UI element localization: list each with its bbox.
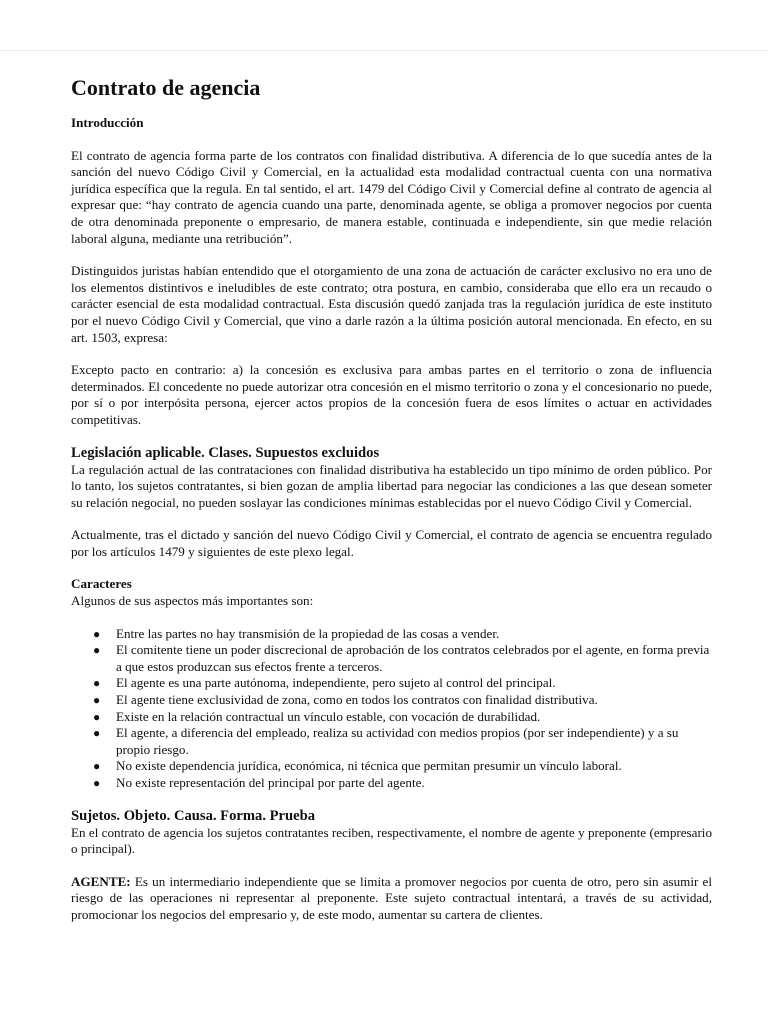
list-item: ● Existe en la relación contractual un vínculo estable, con vocación de durabilidad. [93, 708, 541, 724]
paragraph-caracteres-intro: Algunos de sus aspectos más importantes son: [71, 593, 314, 609]
list-item: ● No existe dependencia jurídica, económica, ni técnica que permitan presumir un vínculo laboral. [93, 758, 622, 774]
list-item: ● No existe representación del principal por parte del agente. [93, 775, 425, 790]
document-title: Contrato de agencia [71, 75, 261, 100]
bullet-icon: ● [93, 643, 101, 658]
bullet-icon: ● [93, 759, 101, 774]
agente-text: Es un intermediario independiente que se limita a promover negocios por cuenta de otro, pero sin asumir el riesgo de las operaciones ni representar al preponente. Este sujeto contractual intentará, a través de su actividad, promocionar los negocios del empresario y, de este modo, aumentar su cartera de clientes. [71, 873, 712, 922]
document-page [71, 50, 712, 924]
paragraph-legislacion-1: La regulación actual de las contrataciones con finalidad distributiva ha establecido un tipo mínimo de orden público. Por lo tanto, los sujetos contratantes, si bien gozan de amplia libertad para negociar las condiciones a las que desean someter su relación negocial, no pueden soslayar las condiciones mínimas establecidas por el nuevo Código Civil y Comercial. [71, 461, 712, 510]
agente-label: AGENTE: [71, 873, 131, 889]
heading-sujetos: Sujetos. Objeto. Causa. Forma. Prueba [71, 807, 316, 824]
paragraph-legislacion-2: Actualmente, tras el dictado y sanción del nuevo Código Civil y Comercial, el contrato de agencia se encuentra regulado por los artículos 1479 y siguientes de este plexo legal. [71, 527, 712, 559]
heading-caracteres: Caracteres [71, 576, 132, 592]
caracteres-list [71, 626, 712, 792]
top-bar [0, 0, 768, 51]
list-item: ● El comitente tiene un poder discrecional de aprobación de los contratos celebrados por el agente, en forma previa a que estos produzcan sus efectos frente a terceros. [93, 642, 710, 674]
paragraph-sujetos-1: En el contrato de agencia los sujetos contratantes reciben, respectivamente, el nombre de agente y preponente (empresario o principal). [71, 824, 712, 857]
list-item: ● El agente es una parte autónoma, independiente, pero sujeto al control del principal. [93, 675, 556, 691]
paragraph-intro-2: Distinguidos juristas habían entendido que el otorgamiento de una zona de actuación de carácter exclusivo no era uno de los elementos distintivos e ineludibles de este contrato; otra postura, en cambio, consideraba que ello era un recaudo o carácter esencial de esta modalidad contractual. Esta discusión quedó zanjada tras la regulación jurídica de este instituto por el nuevo Código Civil y Comercial, que vino a darle razón a la última posición autoral mencionada. En efecto, en su art. 1503, expresa: [71, 263, 712, 345]
list-item: ● El agente tiene exclusividad de zona, como en todos los contratos con finalidad distributiva. [93, 692, 598, 708]
bullet-icon: ● [93, 626, 101, 641]
bullet-icon: ● [93, 693, 101, 708]
heading-introduccion: Introducción [71, 115, 144, 130]
paragraph-agente [71, 874, 712, 924]
heading-legislacion: Legislación aplicable. Clases. Supuestos excluidos [71, 444, 380, 461]
bullet-icon: ● [93, 726, 101, 741]
list-item: ● El agente, a diferencia del empleado, realiza su actividad con medios propios (por ser independiente) y a su propio riesgo. [93, 725, 679, 757]
bullet-icon: ● [93, 709, 101, 724]
paragraph-intro-1: El contrato de agencia forma parte de los contratos con finalidad distributiva. A diferencia de lo que sucedía antes de la sanción del nuevo Código Civil y Comercial, en la actualidad esta modalidad contractual cuenta con una normativa jurídica específica que la regula. En tal sentido, el art. 1479 del Código Civil y Comercial define al contrato de agencia al expresar que: “hay contrato de agencia cuando una parte, denominada agente, se obliga a promover negocios por cuenta de otra denominada preponente o empresario, de manera estable, continuada e independiente, sin que medie relación laboral alguna, mediante una retribución”. [71, 147, 712, 246]
bullet-icon: ● [93, 676, 101, 691]
list-item: ● Entre las partes no hay transmisión de la propiedad de las cosas a vender. [93, 625, 500, 641]
paragraph-intro-3: Excepto pacto en contrario: a) la concesión es exclusiva para ambas partes en el territorio o zona de influencia determinados. El concedente no puede autorizar otra concesión en el mismo territorio o zona y el concesionario no puede, por sí o por interpósita persona, ejercer actos propios de la concesión fuera de esos límites o actuar en actividades competitivas. [71, 362, 712, 427]
bullet-icon: ● [93, 776, 101, 790]
